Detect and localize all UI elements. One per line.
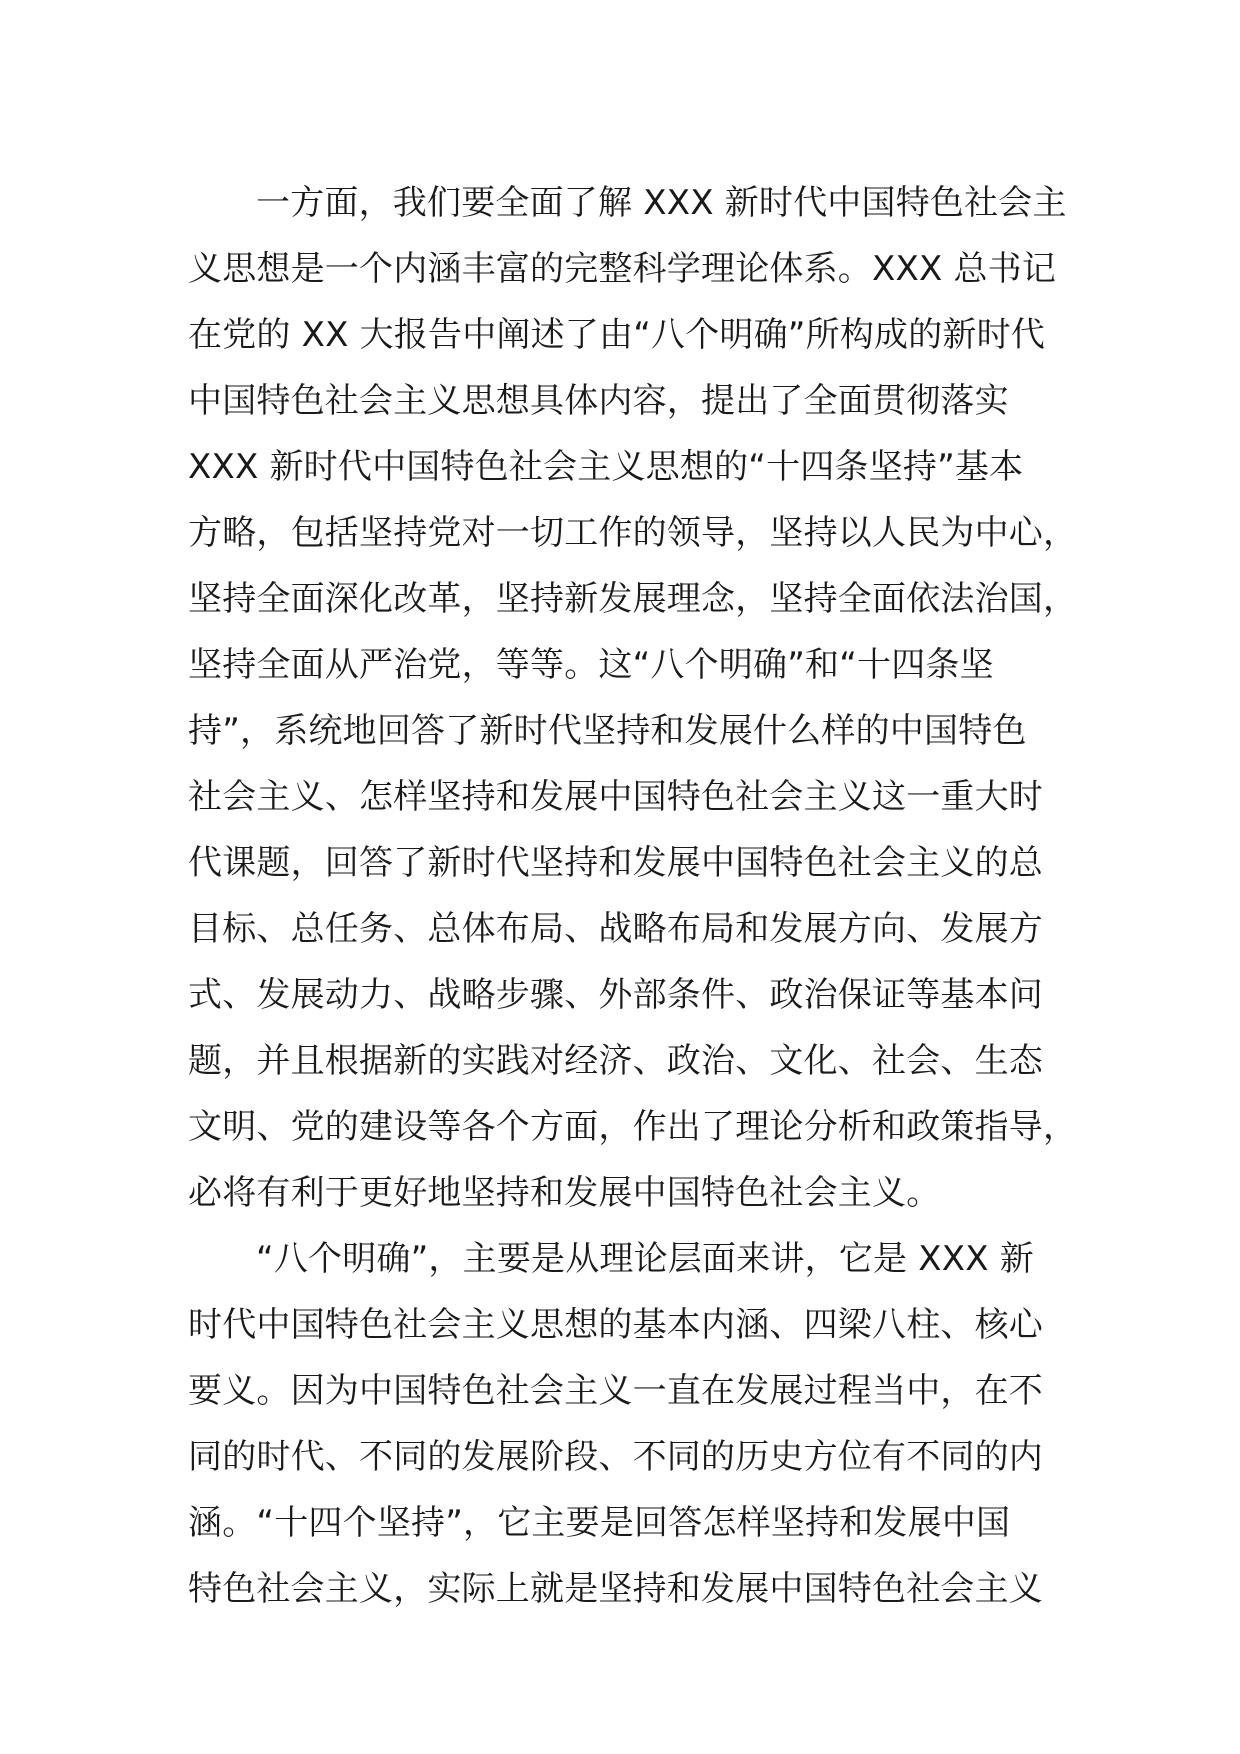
text-line: XXX 新时代中国特色社会主义思想的“十四条坚持”基本 [188, 447, 1024, 487]
text-line: 时代中国特色社会主义思想的基本内涵、四梁八柱、核心 [188, 1305, 1043, 1345]
text-line: 特色社会主义，实际上就是坚持和发展中国特色社会主义 [188, 1569, 1043, 1609]
text-line: 在党的 XX 大报告中阐述了由“八个明确”所构成的新时代 [188, 315, 1046, 355]
text-line: 坚持全面从严治党，等等。这“八个明确”和“十四条坚 [188, 645, 994, 685]
text-line: 要义。因为中国特色社会主义一直在发展过程当中，在不 [188, 1371, 1043, 1411]
text-line: “八个明确”，主要是从理论层面来讲，它是 XXX 新 [256, 1239, 1034, 1279]
paragraph-1 [188, 170, 1078, 1226]
text-line: 题，并且根据新的实践对经济、政治、文化、社会、生态 [188, 1041, 1043, 1081]
text-line: 文明、党的建设等各个方面，作出了理论分析和政策指导， [188, 1107, 1078, 1147]
body-text [188, 170, 1078, 1622]
text-line: 代课题，回答了新时代坚持和发展中国特色社会主义的总 [188, 843, 1043, 883]
text-line: 涵。“十四个坚持”，它主要是回答怎样坚持和发展中国 [188, 1503, 1011, 1543]
text-line: 坚持全面深化改革，坚持新发展理念，坚持全面依法治国， [188, 579, 1078, 619]
text-line: 中国特色社会主义思想具体内容，提出了全面贯彻落实 [188, 381, 1009, 421]
text-line: 方略，包括坚持党对一切工作的领导，坚持以人民为中心， [188, 513, 1078, 553]
text-line: 义思想是一个内涵丰富的完整科学理论体系。XXX 总书记 [188, 249, 1057, 289]
text-line: 持”，系统地回答了新时代坚持和发展什么样的中国特色 [188, 711, 1027, 751]
text-line: 目标、总任务、总体布局、战略布局和发展方向、发展方 [188, 909, 1043, 949]
text-line: 一方面，我们要全面了解 XXX 新时代中国特色社会主 [256, 183, 1067, 223]
text-line: 社会主义、怎样坚持和发展中国特色社会主义这一重大时 [188, 777, 1043, 817]
text-line: 必将有利于更好地坚持和发展中国特色社会主义。 [188, 1173, 941, 1213]
paragraph-2 [188, 1226, 1068, 1622]
text-line: 同的时代、不同的发展阶段、不同的历史方位有不同的内 [188, 1437, 1043, 1477]
text-line: 式、发展动力、战略步骤、外部条件、政治保证等基本问 [188, 975, 1043, 1015]
